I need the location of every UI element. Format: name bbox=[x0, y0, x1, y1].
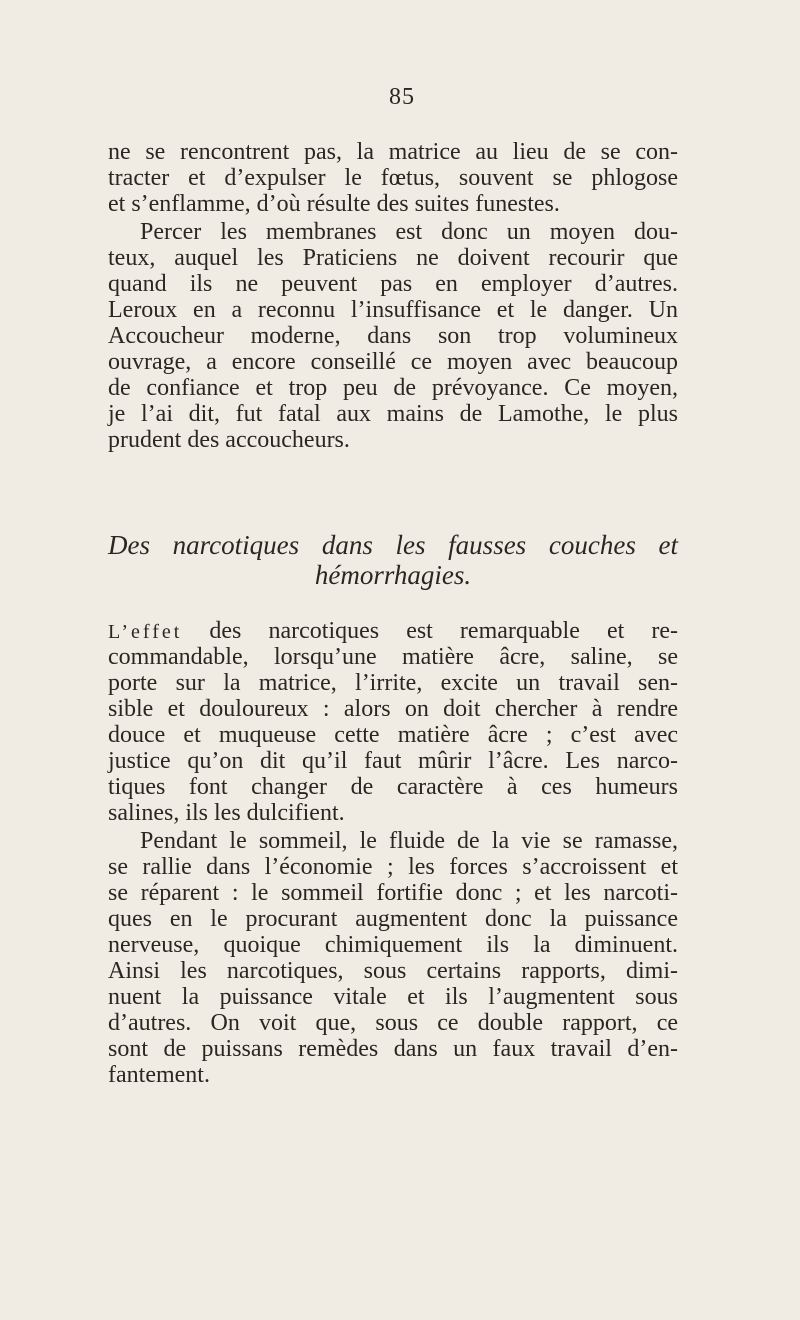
lead-word: L’effet bbox=[108, 621, 183, 643]
text-line: salines, ils les dulcifient. bbox=[108, 800, 345, 826]
paragraph-2 bbox=[108, 219, 678, 453]
text-line: quand ils ne peuvent pas en employer d’autres. bbox=[108, 271, 678, 297]
text-line: ques en le procurant augmentent donc la puissance bbox=[108, 906, 678, 932]
text-line: Pendant le sommeil, le fluide de la vie se ramasse, bbox=[140, 828, 678, 854]
text-line: justice qu’on dit qu’il faut mûrir l’âcre. Les narco- bbox=[108, 748, 678, 774]
text-line: d’autres. On voit que, sous ce double rapport, ce bbox=[108, 1010, 678, 1036]
text-line: je l’ai dit, fut fatal aux mains de Lamothe, le plus bbox=[108, 401, 678, 427]
paragraph-3 bbox=[108, 618, 678, 826]
text-line-rest: des narcotiques est remarquable et re- bbox=[182, 618, 678, 644]
text-line: et s’enflamme, d’où résulte des suites funestes. bbox=[108, 191, 560, 217]
text-line: nuent la puissance vitale et ils l’augmentent sous bbox=[108, 984, 678, 1010]
text-line: tracter et d’expulser le fœtus, souvent se phlogose bbox=[108, 165, 678, 191]
heading-line: hémorrhagies. bbox=[314, 560, 472, 590]
text-line: sible et douloureux : alors on doit chercher à rendre bbox=[108, 696, 678, 722]
text-line: ouvrage, a encore conseillé ce moyen avec beaucoup bbox=[108, 349, 678, 375]
text-line: prudent des accoucheurs. bbox=[108, 427, 350, 453]
text-line: de confiance et trop peu de prévoyance. Ce moyen, bbox=[108, 375, 678, 401]
text-line: Ainsi les narcotiques, sous certains rapports, dimi- bbox=[108, 958, 678, 984]
text-line: fantement. bbox=[108, 1062, 210, 1088]
text-line: commandable, lorsqu’une matière âcre, saline, se bbox=[108, 644, 678, 670]
text-line: nerveuse, quoique chimiquement ils la diminuent. bbox=[108, 932, 678, 958]
paragraph-4 bbox=[108, 828, 678, 1088]
section-heading bbox=[108, 530, 678, 590]
text-line: tiques font changer de caractère à ces humeurs bbox=[108, 774, 678, 800]
heading-line: Des narcotiques dans les fausses couches et bbox=[108, 530, 678, 560]
text-line: Leroux en a reconnu l’insuffisance et le danger. Un bbox=[108, 297, 678, 323]
text-line: teux, auquel les Praticiens ne doivent recourir que bbox=[108, 245, 678, 271]
text-line bbox=[108, 618, 678, 644]
text-line: Percer les membranes est donc un moyen dou- bbox=[140, 219, 678, 245]
text-line: se réparent : le sommeil fortifie donc ; et les narcoti- bbox=[108, 880, 678, 906]
text-line: Accoucheur moderne, dans son trop volumineux bbox=[108, 323, 678, 349]
text-line: sont de puissans remèdes dans un faux travail d’en- bbox=[108, 1036, 678, 1062]
text-line: se rallie dans l’économie ; les forces s’accroissent et bbox=[108, 854, 678, 880]
page-number: 85 bbox=[389, 84, 415, 110]
text-line: douce et muqueuse cette matière âcre ; c’est avec bbox=[108, 722, 678, 748]
text-line: porte sur la matrice, l’irrite, excite un travail sen- bbox=[108, 670, 678, 696]
text-line: ne se rencontrent pas, la matrice au lieu de se con- bbox=[108, 139, 678, 165]
paragraph-1 bbox=[108, 139, 678, 217]
